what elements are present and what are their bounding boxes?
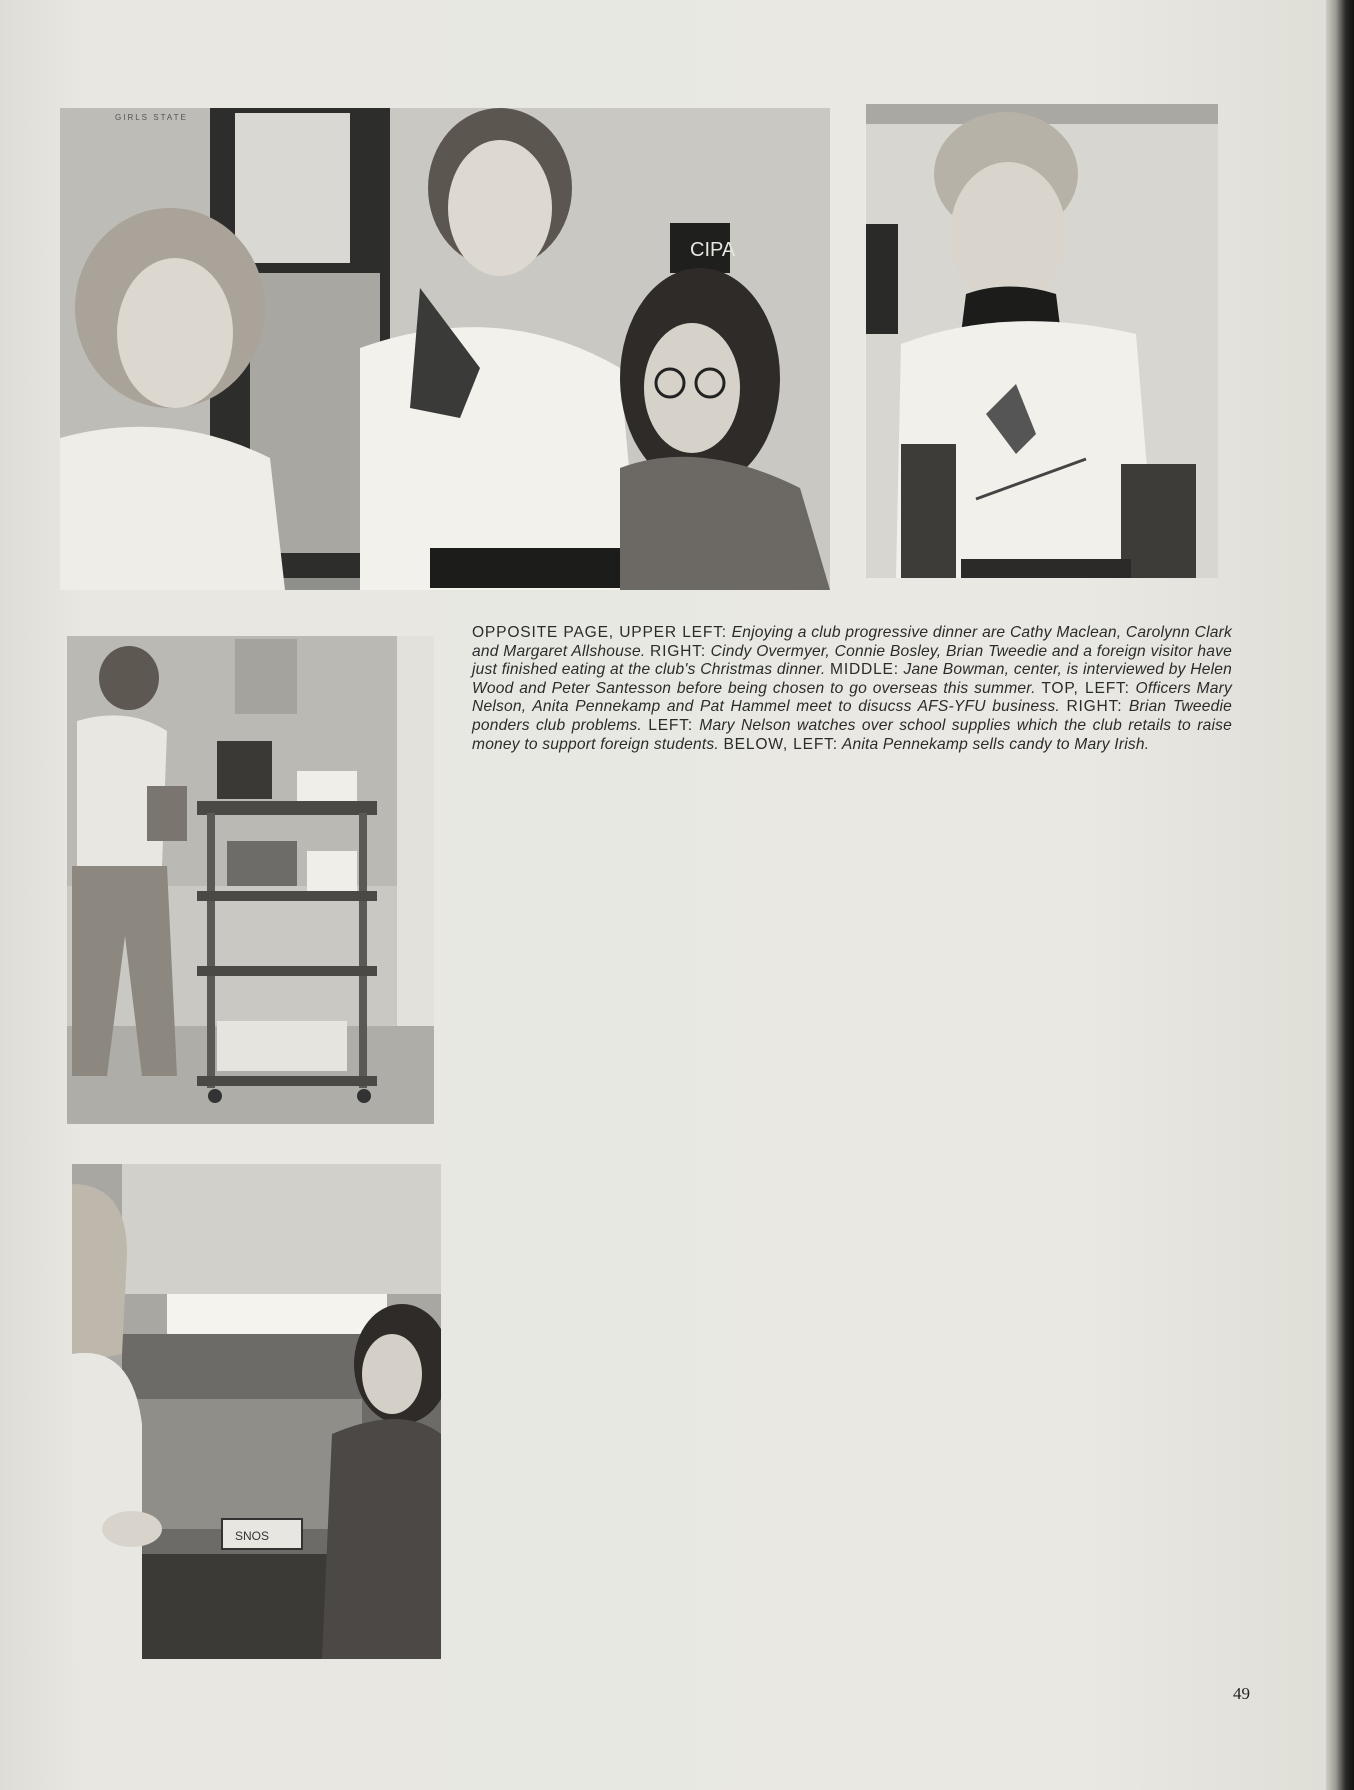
wall-sign-text: GIRLS STATE [115, 113, 188, 122]
door-sign-text: CIPA [690, 239, 736, 261]
caption-text-below-left: Anita Pennekamp sells candy to Mary Irish. [837, 735, 1150, 753]
caption-text-right-2: Brian Tweedie ponders club problems. [472, 698, 1233, 734]
caption-text-opposite-page-upper-left: Enjoying a club progressive dinner are Cathy Maclean, Carolynn Clark and Margaret Allshouse. [472, 624, 1233, 660]
candy-box-label: SNOS [235, 1529, 270, 1543]
page-binding-edge [1326, 0, 1354, 1790]
photo-caption [472, 624, 1232, 754]
caption-label-right-1: RIGHT: [650, 642, 706, 660]
photo-brian-tweedie [866, 104, 1218, 578]
caption-label-left: LEFT: [648, 716, 693, 734]
caption-text-top-left: Officers Mary Nelson, Anita Pennekamp and Pat Hammel meet to disucss AFS-YFU business. [472, 679, 1233, 716]
caption-label-top-left: TOP, LEFT: [1041, 679, 1130, 697]
caption-label-right-2: RIGHT: [1066, 698, 1123, 716]
photo-school-supplies-cart [67, 636, 434, 1124]
page-number: 49 [1233, 1684, 1250, 1703]
caption-text-right-1: Cindy Overmyer, Connie Bosley, Brian Tweedie and a foreign visitor have just finished eating at the club's Christmas dinner. [472, 642, 1232, 679]
photo-candy-sale [72, 1164, 441, 1659]
caption-label-opposite-page-upper-left: OPPOSITE PAGE, UPPER LEFT: [472, 624, 727, 641]
caption-text-middle: Jane Bowman, center, is interviewed by Helen Wood and Peter Santesson before being chosen to go overseas this summer. [472, 661, 1232, 697]
caption-text-left: Mary Nelson watches over school supplies which the club retails to raise money to support foreign students. [472, 716, 1232, 753]
photo-officers-meeting [60, 108, 830, 590]
caption-label-middle: MIDDLE: [830, 661, 899, 679]
caption-label-below-left: BELOW, LEFT: [723, 735, 838, 753]
